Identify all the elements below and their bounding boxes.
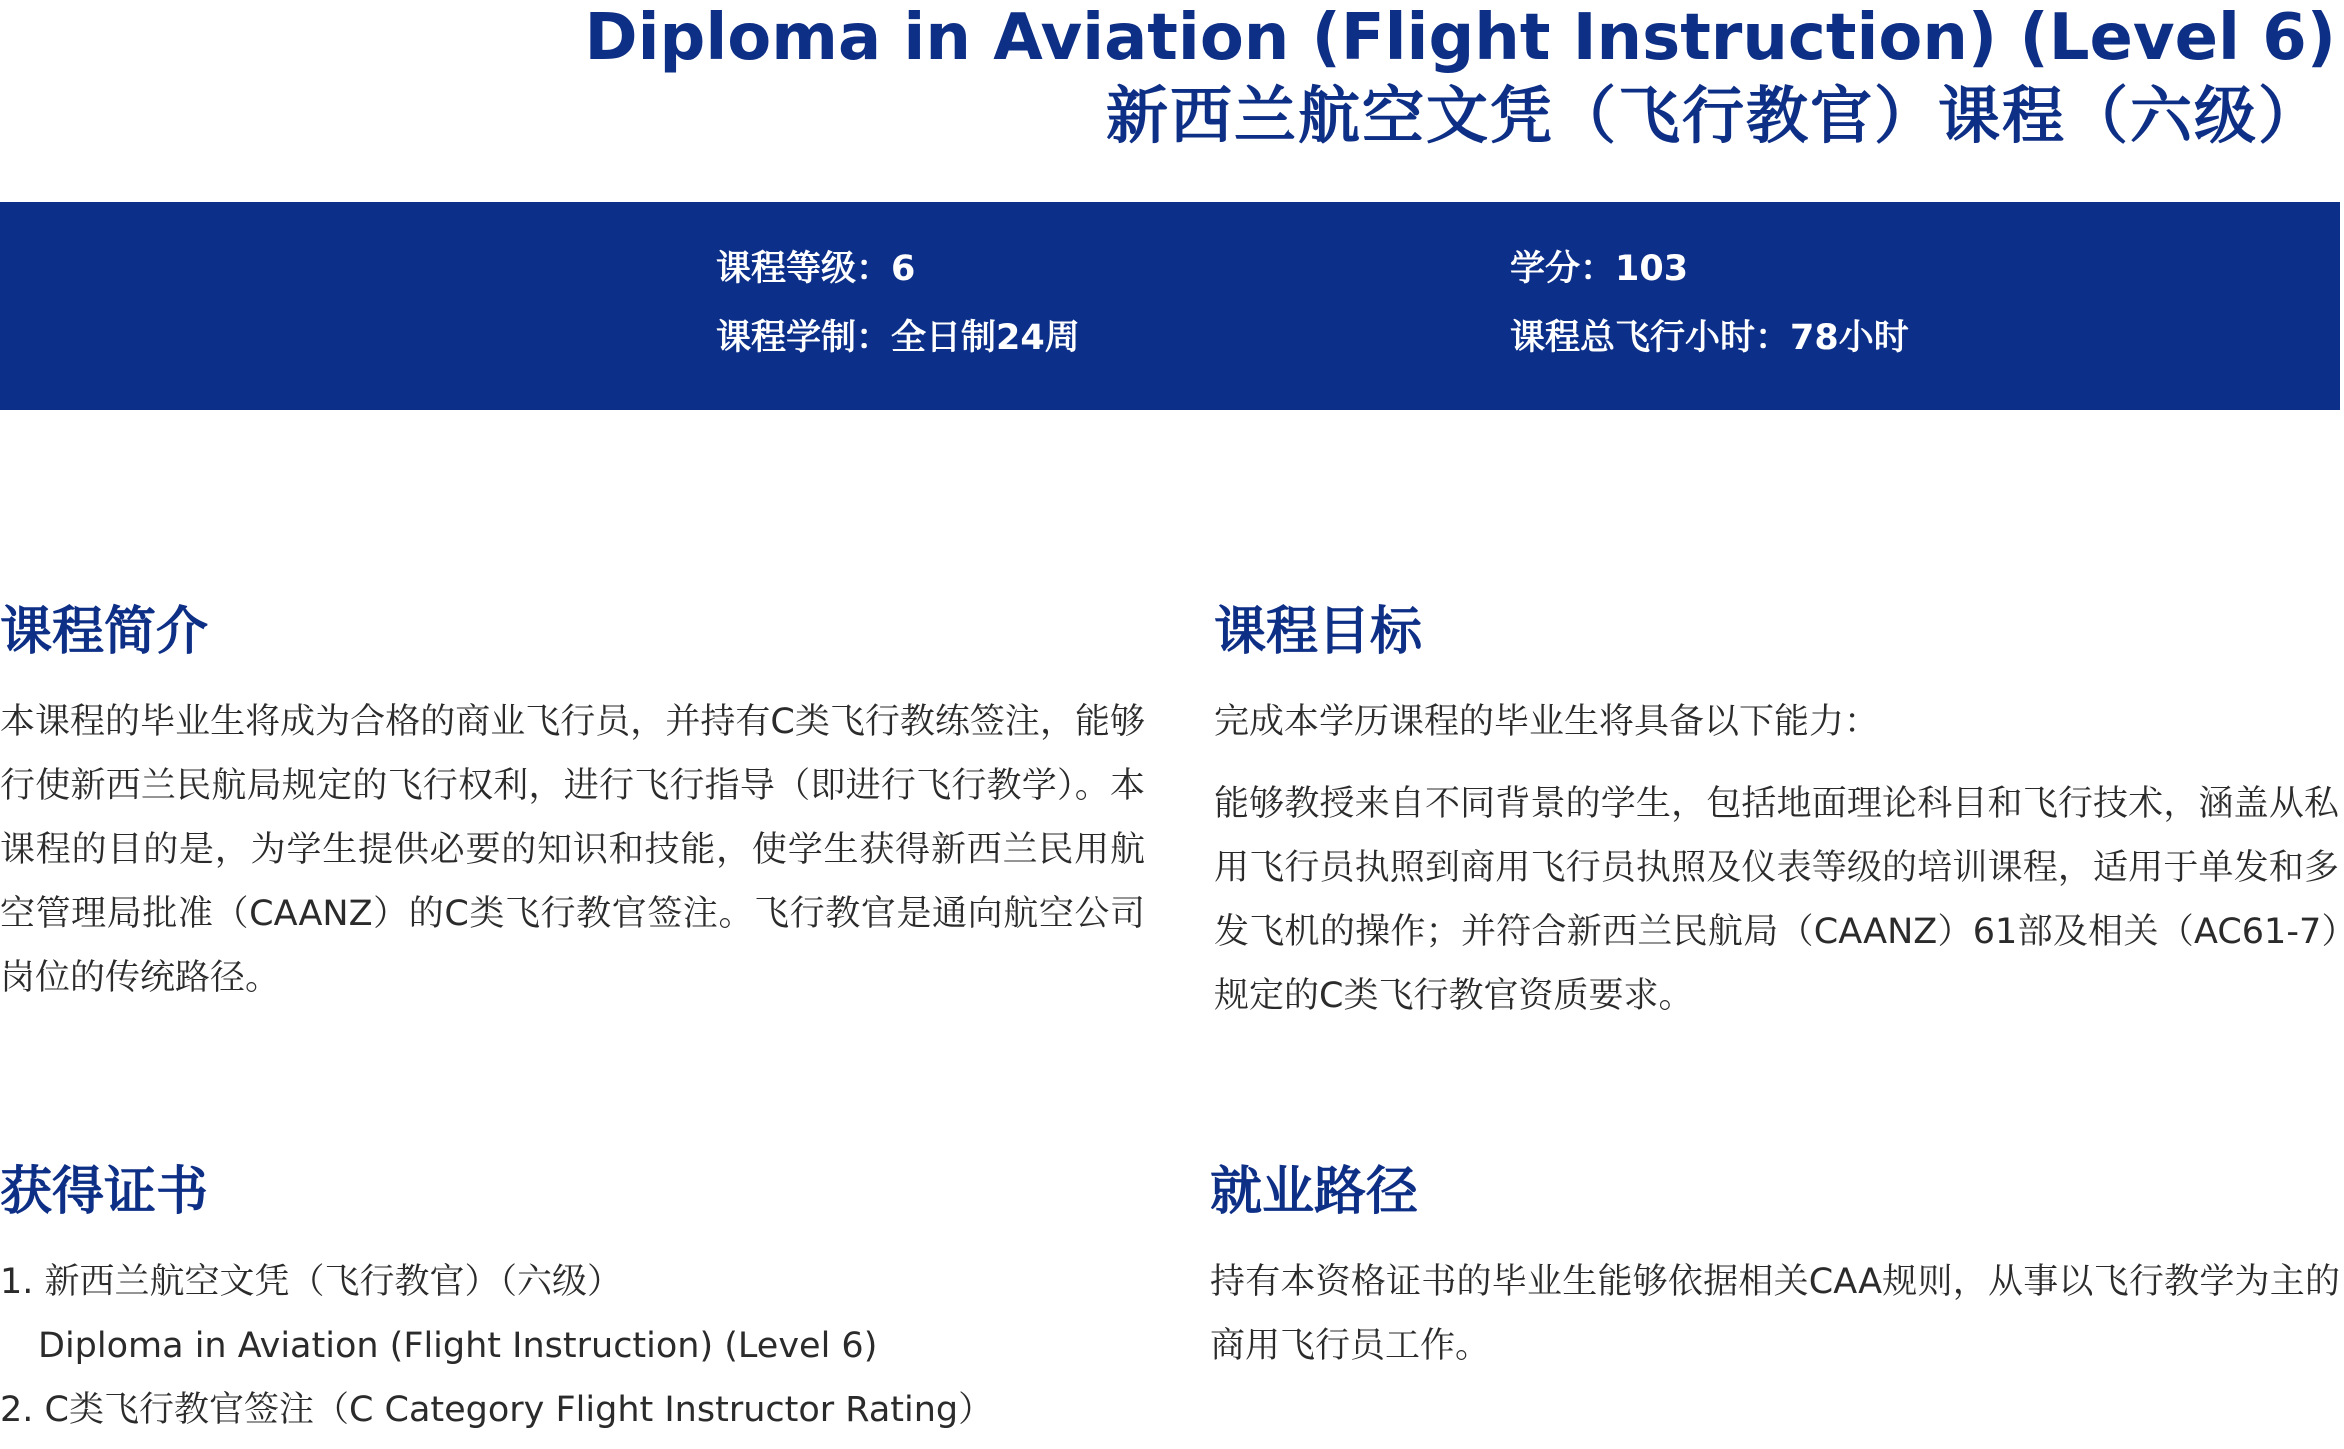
section-heading-intro: 课程简介 (0, 602, 209, 662)
career-text: 持有本资格证书的毕业生能够依据相关CAA规则，从事以飞行教学为主的商用飞行员工作。 (1210, 1262, 2340, 1366)
certificate-item-1-english: Diploma in Aviation (Flight Instruction) (Level 6) (38, 1326, 878, 1366)
section-heading-career: 就业路径 (1210, 1162, 1419, 1222)
page-title: Diploma in Aviation (Flight Instruction) (Level 6) (584, 1, 2336, 75)
objectives-text: 能够教授来自不同背景的学生，包括地面理论科目和飞行技术，涵盖从私用飞行员执照到商用飞行员执照及仪表等级的培训课程，适用于单发和多发飞机的操作；并符合新西兰民航局（CAANZ）61部及相关（AC61-7）规定的C类飞行教官资质要求。 (1214, 784, 2339, 1016)
course-info-band (0, 202, 2340, 410)
course-flight-hours: 课程总飞行小时：78小时 (1510, 318, 1909, 358)
course-level: 课程等级：6 (716, 249, 916, 289)
course-duration: 课程学制：全日制24周 (716, 318, 1080, 358)
certificate-item-1: 1. 新西兰航空文凭（飞行教官）（六级） (0, 1262, 623, 1302)
intro-text: 本课程的毕业生将成为合格的商业飞行员，并持有C类飞行教练签注，能够行使新西兰民航局规定的飞行权利，进行飞行指导（即进行飞行教学）。本课程的目的是，为学生提供必要的知识和技能，使学生获得新西兰民用航空管理局批准（CAANZ）的C类飞行教官签注。飞行教官是通向航空公司岗位的传统路径。 (0, 702, 1145, 998)
certificate-list (0, 1250, 993, 1442)
objectives-lead: 完成本学历课程的毕业生将具备以下能力： (1214, 702, 1880, 742)
certificate-item-2: 2. C类飞行教官签注（C Category Flight Instructor Rating） (0, 1390, 994, 1430)
page-subtitle: 新西兰航空文凭（飞行教官）课程（六级） (1105, 79, 2322, 152)
course-credits: 学分：103 (1510, 249, 1689, 289)
section-heading-objectives: 课程目标 (1214, 602, 1423, 662)
section-heading-certificates: 获得证书 (0, 1162, 209, 1222)
